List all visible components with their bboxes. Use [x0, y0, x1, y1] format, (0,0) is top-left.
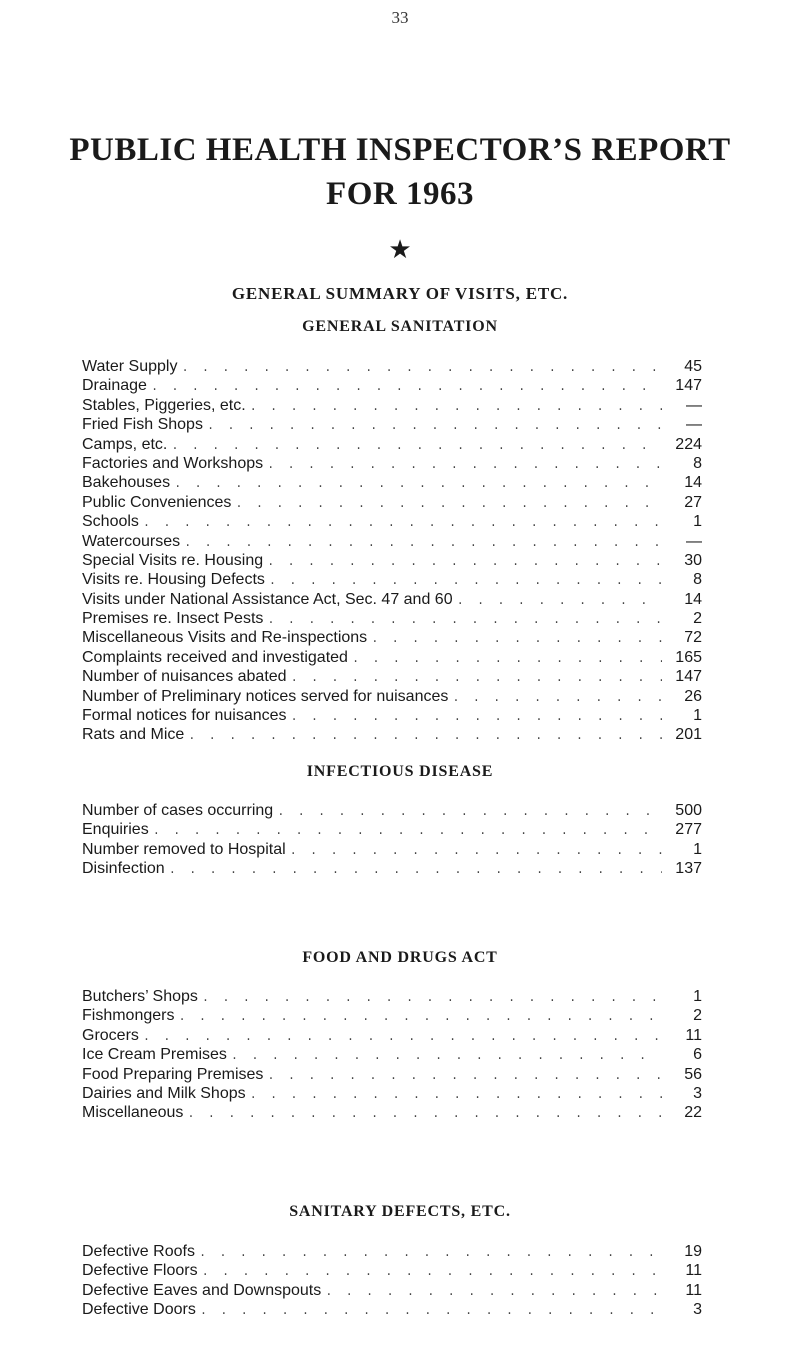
- item-count: 277: [675, 821, 702, 839]
- list-item: [82, 551, 702, 570]
- list-item: [82, 820, 702, 839]
- general-sanitation-list: [82, 357, 702, 745]
- item-label: Defective Floors: [82, 1262, 198, 1280]
- item-count: 1: [693, 988, 702, 1005]
- list-item: [82, 706, 702, 725]
- dot-leader: [202, 989, 662, 1008]
- list-item: [82, 801, 702, 820]
- item-label: Stables, Piggeries, etc.: [82, 396, 246, 414]
- dot-leader: [267, 553, 662, 572]
- dot-leader: [207, 417, 662, 436]
- list-item: [82, 590, 702, 609]
- list-item: [82, 628, 702, 647]
- item-label: Public Conveniences: [82, 493, 232, 511]
- list-item: [82, 435, 702, 454]
- dot-leader: [235, 495, 662, 514]
- item-count: 8: [693, 454, 702, 472]
- item-label: Formal notices for nuisances: [82, 707, 287, 725]
- list-item: [82, 1281, 702, 1300]
- list-item: [82, 648, 702, 667]
- item-count: 2: [693, 610, 702, 628]
- dot-leader: [291, 708, 662, 727]
- list-item: [82, 570, 702, 589]
- list-item: [82, 1084, 702, 1103]
- dot-leader: [277, 803, 662, 822]
- item-count: 6: [693, 1046, 702, 1064]
- dot-leader: [352, 650, 662, 669]
- item-label: Miscellaneous: [82, 1104, 184, 1122]
- item-label: Disinfection: [82, 860, 165, 878]
- star-icon: ★: [388, 234, 412, 264]
- item-label: Miscellaneous Visits and Re-inspections: [82, 629, 368, 647]
- item-label: Fishmongers: [82, 1007, 175, 1025]
- item-label: Bakehouses: [82, 474, 171, 492]
- item-count: 11: [685, 1026, 702, 1044]
- item-label: Water Supply: [82, 358, 178, 375]
- sanitary-defects-list: [82, 1242, 702, 1320]
- item-count: 137: [675, 860, 702, 878]
- item-label: Grocers: [82, 1026, 139, 1044]
- dot-leader: [200, 1302, 662, 1321]
- item-count: 14: [684, 590, 702, 608]
- dot-leader: [250, 1086, 662, 1105]
- list-item: [82, 493, 702, 512]
- item-label: Complaints received and investigated: [82, 648, 348, 666]
- item-label: Ice Cream Premises: [82, 1046, 227, 1064]
- item-count: —: [686, 416, 702, 434]
- item-count: 27: [684, 493, 702, 511]
- list-item: [82, 1242, 702, 1261]
- report-title-line-2: FOR 1963: [326, 176, 474, 212]
- item-count: 8: [693, 571, 702, 589]
- item-count: 500: [675, 802, 702, 819]
- item-count: 11: [685, 1262, 702, 1280]
- list-item: [82, 859, 702, 878]
- item-label: Special Visits re. Housing: [82, 551, 264, 569]
- section-heading-general-sanitation: GENERAL SANITATION: [302, 318, 498, 335]
- report-title-line-1: PUBLIC HEALTH INSPECTOR’S REPORT: [69, 132, 731, 168]
- list-item: [82, 687, 702, 706]
- list-item: [82, 1300, 702, 1319]
- list-item: [82, 1006, 702, 1025]
- item-label: Visits re. Housing Defects: [82, 571, 265, 589]
- item-label: Fried Fish Shops: [82, 416, 203, 434]
- dot-leader: [143, 514, 662, 533]
- food-and-drugs-act-list: [82, 987, 702, 1123]
- list-item: [82, 1103, 702, 1122]
- item-label: Defective Roofs: [82, 1243, 195, 1260]
- item-label: Premises re. Insect Pests: [82, 610, 264, 628]
- list-item: [82, 512, 702, 531]
- dot-leader: [178, 1008, 662, 1027]
- list-item: [82, 454, 702, 473]
- section-heading-sanitary-defects: SANITARY DEFECTS, ETC.: [289, 1203, 511, 1220]
- item-count: 147: [675, 668, 702, 686]
- section-heading-infectious-disease: INFECTIOUS DISEASE: [306, 763, 494, 780]
- list-item: [82, 609, 702, 628]
- item-label: Number of Preliminary notices served for nuisances: [82, 687, 449, 705]
- item-count: 224: [675, 435, 702, 453]
- infectious-disease-list: [82, 801, 702, 879]
- dot-leader: [267, 1067, 662, 1086]
- dot-leader: [187, 1105, 662, 1124]
- item-label: Number of cases occurring: [82, 802, 274, 819]
- item-label: Number of nuisances abated: [82, 668, 287, 686]
- list-item: [82, 357, 702, 376]
- list-item: [82, 725, 702, 744]
- item-count: 22: [684, 1104, 702, 1122]
- item-count: 165: [675, 648, 702, 666]
- list-item: [82, 376, 702, 395]
- item-label: Butchers’ Shops: [82, 988, 198, 1005]
- dot-leader: [250, 398, 662, 417]
- dot-leader: [199, 1244, 662, 1263]
- list-item: [82, 1261, 702, 1280]
- page-number: 33: [391, 8, 409, 27]
- section-heading-food-and-drugs-act: FOOD AND DRUGS ACT: [302, 949, 498, 966]
- item-label: Defective Eaves and Downspouts: [82, 1281, 322, 1299]
- list-item: [82, 1065, 702, 1084]
- item-count: 72: [684, 629, 702, 647]
- dot-leader: [174, 475, 662, 494]
- dot-leader: [231, 1047, 662, 1066]
- list-item: [82, 840, 702, 859]
- item-label: Factories and Workshops: [82, 454, 264, 472]
- report-title: [0, 128, 800, 216]
- item-count: 1: [693, 840, 702, 858]
- item-count: 1: [693, 513, 702, 531]
- list-item: [82, 473, 702, 492]
- item-label: Schools: [82, 513, 139, 531]
- item-label: Number removed to Hospital: [82, 840, 286, 858]
- item-count: 147: [675, 377, 702, 395]
- dot-leader: [371, 630, 662, 649]
- dot-leader: [267, 456, 662, 475]
- item-label: Drainage: [82, 377, 147, 395]
- item-label: Watercourses: [82, 532, 181, 550]
- item-label: Dairies and Milk Shops: [82, 1084, 246, 1102]
- item-label: Visits under National Assistance Act, Sec. 47 and 60: [82, 590, 453, 608]
- list-item: [82, 532, 702, 551]
- item-label: Food Preparing Premises: [82, 1065, 264, 1083]
- list-item: [82, 1026, 702, 1045]
- item-label: Enquiries: [82, 821, 149, 839]
- dot-leader: [325, 1283, 662, 1302]
- item-count: 3: [693, 1301, 702, 1319]
- item-label: Rats and Mice: [82, 726, 185, 744]
- item-count: 14: [684, 474, 702, 492]
- item-count: 1: [693, 707, 702, 725]
- dot-leader: [181, 359, 662, 378]
- item-label: Defective Doors: [82, 1301, 196, 1319]
- list-item: [82, 396, 702, 415]
- item-count: 45: [684, 358, 702, 375]
- dot-leader: [188, 727, 662, 746]
- item-count: 30: [684, 551, 702, 569]
- list-item: [82, 1045, 702, 1064]
- dot-leader: [452, 689, 662, 708]
- dot-leader: [290, 842, 662, 861]
- item-count: 3: [693, 1084, 702, 1102]
- item-count: 56: [684, 1065, 702, 1083]
- item-count: 26: [684, 687, 702, 705]
- item-count: —: [686, 396, 702, 414]
- item-count: 11: [685, 1281, 702, 1299]
- list-item: [82, 415, 702, 434]
- dot-leader: [169, 861, 662, 880]
- item-count: 2: [693, 1007, 702, 1025]
- item-count: 19: [684, 1243, 702, 1260]
- dot-leader: [457, 592, 662, 611]
- list-item: [82, 987, 702, 1006]
- item-label: Camps, etc.: [82, 435, 168, 453]
- item-count: 201: [675, 726, 702, 744]
- list-item: [82, 667, 702, 686]
- item-count: —: [686, 532, 702, 550]
- summary-subtitle: GENERAL SUMMARY OF VISITS, ETC.: [231, 284, 569, 303]
